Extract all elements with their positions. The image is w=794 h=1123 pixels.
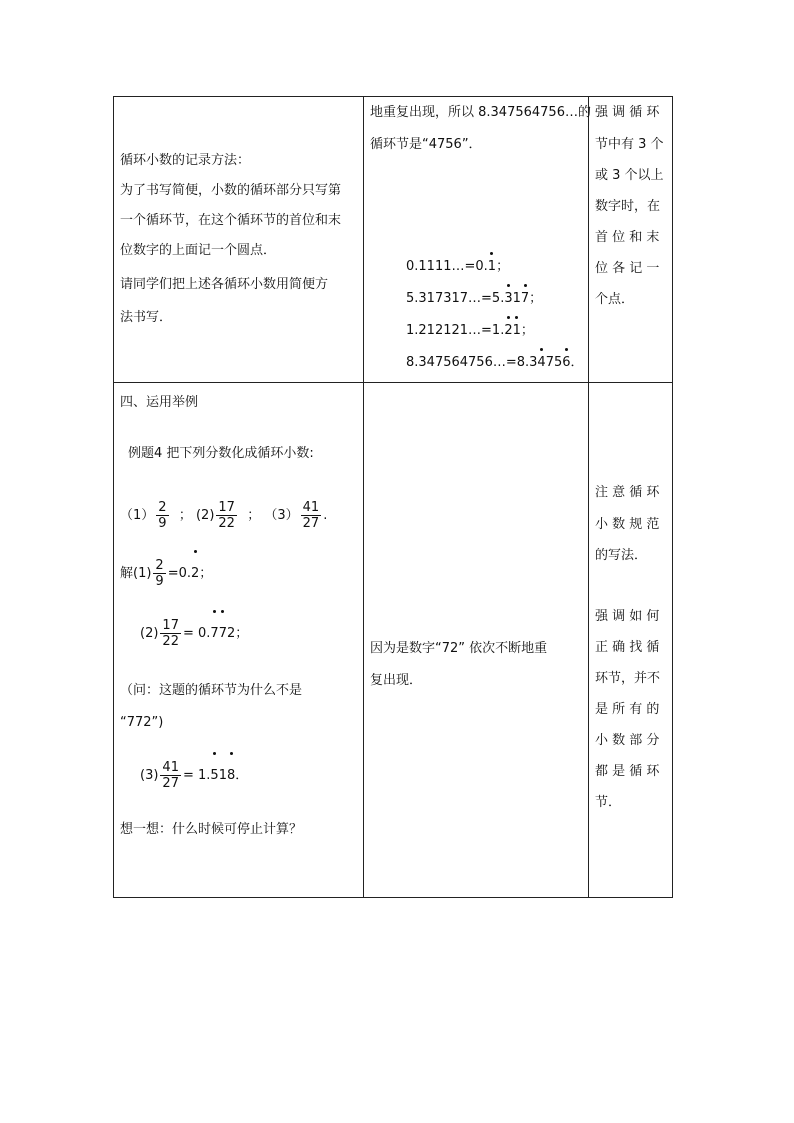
note-b-6: 都 是 循 环 bbox=[595, 764, 660, 779]
row1-middle-cell bbox=[370, 96, 591, 382]
reason-line-1: 因为是数字“72” 依次不断地重 bbox=[370, 641, 548, 656]
numerator: 2 bbox=[158, 500, 167, 515]
note-b-2: 正 确 找 循 bbox=[595, 640, 660, 655]
note-line-4: 数字时，在 bbox=[595, 199, 661, 214]
solution-2-eq: = 0. bbox=[182, 626, 211, 641]
note-b-5: 小 数 部 分 bbox=[595, 733, 660, 748]
repeat-line-2: 循环节是“4756”． bbox=[370, 137, 482, 152]
terminator: . bbox=[323, 508, 328, 523]
solution-1-eq: =0. bbox=[167, 566, 191, 581]
denominator: 22 bbox=[218, 516, 235, 531]
solution-2 bbox=[140, 616, 248, 652]
repeating-digit: 7 bbox=[520, 291, 530, 306]
example-5-317-end: ； bbox=[529, 291, 543, 306]
fraction-41-27 bbox=[301, 500, 322, 531]
example-5-317 bbox=[406, 290, 542, 308]
note-line-1: 强 调 循 环 bbox=[595, 105, 660, 120]
example-1-21 bbox=[406, 322, 534, 340]
example-0-1 bbox=[406, 258, 509, 276]
fraction-2-9 bbox=[153, 558, 165, 589]
repeating-digit: 7 bbox=[210, 616, 218, 652]
denominator: 27 bbox=[162, 776, 179, 791]
repeating-digit: 8 bbox=[227, 758, 235, 794]
example-8-34756-prefix: 8.347564756…=8.3 bbox=[406, 355, 538, 370]
denominator: 27 bbox=[302, 516, 320, 531]
note-b-4: 是 所 有 的 bbox=[595, 702, 660, 717]
numerator: 41 bbox=[302, 500, 320, 515]
denominator: 9 bbox=[158, 516, 167, 531]
note-line-3: 或 3 个以上 bbox=[595, 168, 664, 183]
example-8-34756-mid: 75 bbox=[545, 355, 563, 370]
row1-left-cell bbox=[120, 96, 360, 382]
method-line-1: 为了书写简便，小数的循环部分只写第 bbox=[120, 183, 342, 198]
table-bottom-border bbox=[113, 897, 673, 898]
table-right-border bbox=[672, 96, 673, 898]
repeating-digit: 1 bbox=[512, 323, 521, 338]
solution-1 bbox=[120, 556, 212, 592]
section-heading: 四、运用举例 bbox=[120, 395, 199, 410]
column-divider-1 bbox=[363, 96, 364, 898]
numerator: 17 bbox=[162, 618, 179, 633]
q1-label: （1） bbox=[120, 508, 155, 523]
think-prompt: 想一想：什么时候可停止计算？ bbox=[120, 822, 303, 837]
example-title: 例题4 把下列分数化成循环小数: bbox=[128, 446, 314, 461]
method-line-3: 位数字的上面记一个圆点． bbox=[120, 243, 277, 258]
example-5-317-prefix: 5.317317…=5. bbox=[406, 291, 505, 306]
solution-3-mid: 1 bbox=[218, 768, 227, 783]
example-8-34756-end: ． bbox=[570, 355, 584, 370]
fraction-17-22 bbox=[216, 500, 237, 531]
question-note-1: （问：这题的循环节为什么不是 bbox=[120, 683, 303, 698]
note-a-2: 小 数 规 范 bbox=[595, 517, 660, 532]
separator: ； bbox=[178, 508, 192, 523]
note-b-3: 环节，并不 bbox=[595, 671, 661, 686]
reason-line-2: 复出现． bbox=[370, 673, 423, 688]
row1-right-cell bbox=[595, 96, 669, 382]
example-1-21-prefix: 1.212121…=1. bbox=[406, 323, 505, 338]
method-title: 循环小数的记录方法： bbox=[120, 153, 251, 168]
fraction-2-9 bbox=[156, 500, 168, 531]
denominator: 22 bbox=[162, 634, 179, 649]
note-line-6: 位 各 记 一 bbox=[595, 261, 660, 276]
numerator: 17 bbox=[218, 500, 235, 515]
solution-2-last: 2 bbox=[226, 626, 236, 641]
solution-2-end: ； bbox=[235, 626, 249, 641]
question-fractions bbox=[120, 498, 327, 534]
solution-1-end: ； bbox=[199, 566, 213, 581]
solution-3 bbox=[140, 758, 248, 794]
table-left-border bbox=[113, 96, 114, 898]
solution-1-label: 解(1) bbox=[120, 566, 152, 581]
method-line-5: 法书写． bbox=[120, 310, 173, 325]
repeating-digit: 3 bbox=[504, 291, 513, 306]
example-0-1-end: ； bbox=[496, 259, 510, 274]
q3-label: （3） bbox=[264, 508, 299, 523]
note-a-1: 注 意 循 环 bbox=[595, 485, 660, 500]
q2-label: (2) bbox=[195, 508, 215, 523]
note-b-1: 强 调 如 何 bbox=[595, 609, 660, 624]
solution-3-eq: = 1. bbox=[182, 768, 211, 783]
example-1-21-end: ； bbox=[520, 323, 534, 338]
row2-middle-cell bbox=[370, 382, 586, 897]
numerator: 2 bbox=[155, 558, 164, 573]
numerator: 41 bbox=[162, 760, 179, 775]
repeating-digit: 4 bbox=[537, 355, 546, 370]
method-line-2: 一个循环节，在这个循环节的首位和末 bbox=[120, 213, 342, 228]
repeat-line-1: 地重复出现，所以 8.347564756…的 bbox=[370, 105, 591, 120]
fraction-17-22 bbox=[160, 618, 181, 649]
denominator: 9 bbox=[155, 574, 164, 589]
method-line-4: 请同学们把上述各循环小数用简便方 bbox=[120, 277, 329, 292]
repeating-digit: 6 bbox=[562, 355, 571, 370]
solution-3-end: ． bbox=[235, 768, 249, 783]
separator: ； bbox=[247, 508, 261, 523]
note-b-7: 节． bbox=[595, 795, 622, 810]
note-line-5: 首 位 和 末 bbox=[595, 230, 660, 245]
example-8-34756 bbox=[406, 354, 584, 372]
solution-3-label: (3) bbox=[140, 768, 159, 783]
row2-right-cell bbox=[595, 382, 669, 897]
repeating-digit: 1 bbox=[487, 259, 497, 274]
solution-2-label: (2) bbox=[140, 626, 159, 641]
example-0-1-prefix: 0.1111…=0. bbox=[406, 259, 488, 274]
note-line-7: 个点． bbox=[595, 292, 635, 307]
fraction-41-27 bbox=[160, 760, 181, 791]
row2-left-cell bbox=[120, 382, 360, 897]
repeating-digit: 2 bbox=[504, 323, 513, 338]
example-5-317-mid: 1 bbox=[512, 291, 521, 306]
question-note-2: “772”) bbox=[120, 715, 164, 730]
column-divider-2 bbox=[588, 96, 589, 898]
repeating-digit: 5 bbox=[210, 758, 218, 794]
repeating-digit: 2 bbox=[191, 556, 199, 592]
repeating-digit: 7 bbox=[219, 616, 227, 652]
note-a-3: 的写法． bbox=[595, 548, 648, 563]
note-line-2: 节中有 3 个 bbox=[595, 137, 664, 152]
